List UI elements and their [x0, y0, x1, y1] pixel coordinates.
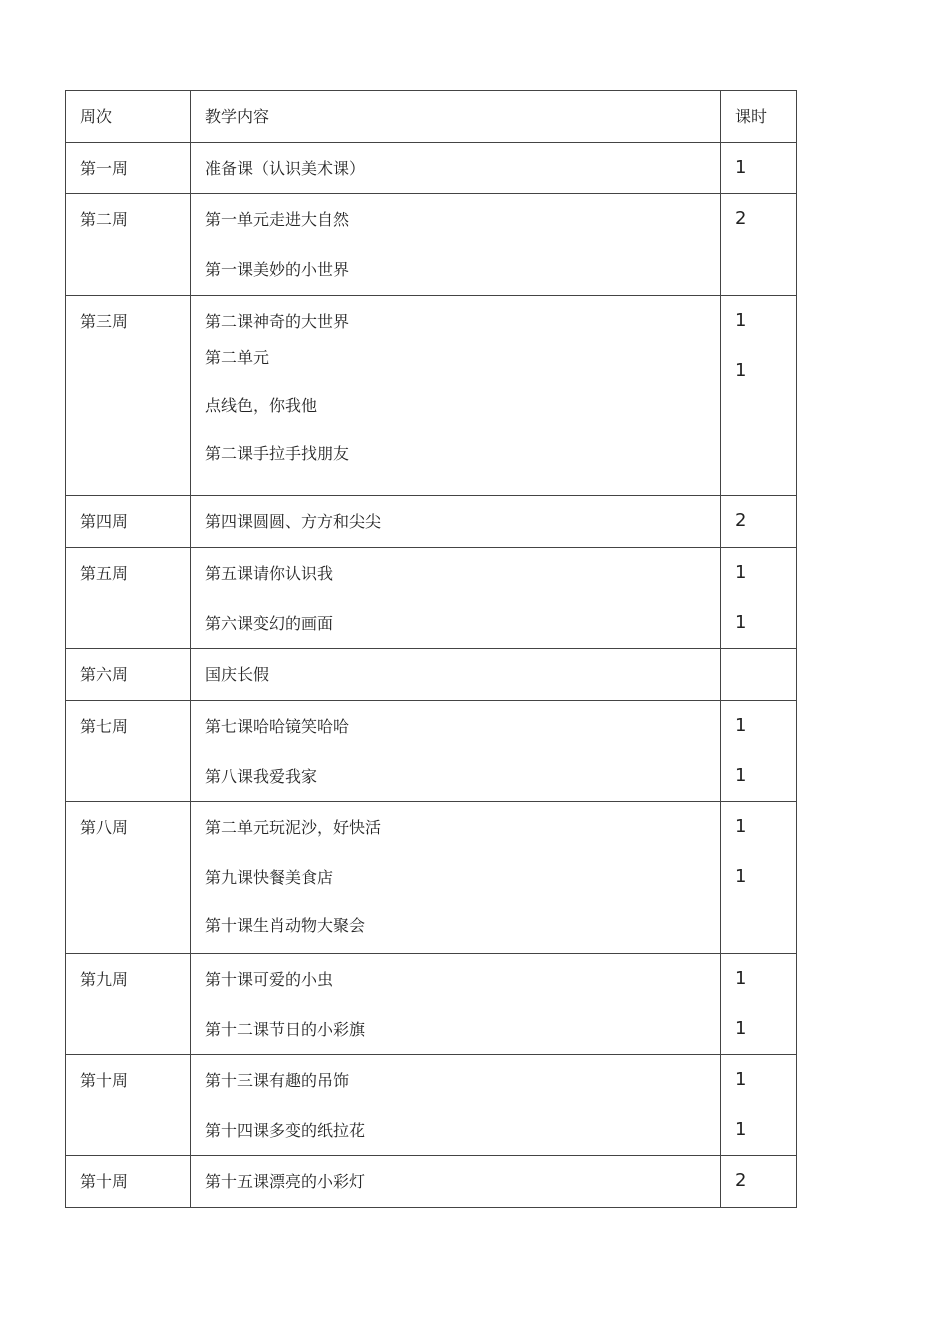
content-cell	[191, 143, 721, 194]
table-row	[66, 1055, 797, 1156]
content-line: 第二单元	[205, 348, 270, 367]
hours-value: 2	[735, 1170, 747, 1191]
table-row	[66, 1156, 797, 1208]
hours-value-group	[721, 954, 796, 1054]
content-line-group	[191, 194, 720, 295]
week-label: 第二周	[80, 210, 129, 229]
week-label: 第七周	[80, 717, 129, 736]
header-week-cell	[66, 91, 191, 143]
content-line: 第七课哈哈镜笑哈哈	[205, 717, 350, 736]
content-line: 第五课请你认识我	[205, 564, 334, 583]
content-line: 第二课神奇的大世界	[205, 312, 350, 331]
content-line-group	[191, 701, 720, 801]
content-line: 第一课美妙的小世界	[205, 260, 350, 279]
content-line: 第十五课漂亮的小彩灯	[205, 1172, 366, 1191]
content-line: 第十四课多变的纸拉花	[205, 1121, 366, 1140]
header-row	[66, 91, 797, 143]
table-row	[66, 496, 797, 548]
week-cell	[66, 143, 191, 194]
content-cell	[191, 954, 721, 1055]
content-line-group	[191, 143, 720, 193]
week-cell	[66, 296, 191, 496]
header-hours: 课时	[735, 107, 768, 126]
hours-value-group	[721, 496, 796, 547]
content-cell	[191, 548, 721, 649]
hours-value: 1	[735, 310, 747, 331]
hours-cell	[721, 1055, 797, 1156]
content-cell	[191, 1156, 721, 1208]
week-cell	[66, 194, 191, 296]
hours-cell	[721, 701, 797, 802]
table-row	[66, 143, 797, 194]
hours-value: 1	[735, 816, 747, 837]
week-cell	[66, 1055, 191, 1156]
hours-value: 1	[735, 1018, 747, 1039]
header-hours-cell	[721, 91, 797, 143]
content-cell	[191, 701, 721, 802]
week-cell	[66, 496, 191, 548]
content-line: 第十二课节日的小彩旗	[205, 1020, 366, 1039]
content-line-group	[191, 802, 720, 953]
content-line-group	[191, 1055, 720, 1155]
hours-value-group	[721, 701, 796, 801]
hours-cell	[721, 649, 797, 701]
hours-cell	[721, 802, 797, 954]
content-line: 第四课圆圆、方方和尖尖	[205, 512, 382, 531]
hours-value: 1	[735, 765, 747, 786]
table-row	[66, 954, 797, 1055]
content-line: 第八课我爱我家	[205, 767, 318, 786]
content-line-group	[191, 954, 720, 1054]
content-line: 第二课手拉手找朋友	[205, 444, 350, 463]
hours-value: 1	[735, 612, 747, 633]
hours-value: 2	[735, 208, 747, 229]
content-line: 第十课可爱的小虫	[205, 970, 334, 989]
week-cell	[66, 1156, 191, 1208]
table-row	[66, 701, 797, 802]
content-cell	[191, 194, 721, 296]
content-line-group	[191, 548, 720, 648]
hours-value: 1	[735, 715, 747, 736]
content-line: 点线色，你我他	[205, 396, 318, 415]
content-line-group	[191, 649, 720, 700]
content-cell	[191, 296, 721, 496]
week-label: 第九周	[80, 970, 129, 989]
content-cell	[191, 649, 721, 701]
hours-value-group	[721, 194, 796, 295]
schedule-table	[65, 90, 797, 1208]
content-line: 第六课变幻的画面	[205, 614, 334, 633]
hours-cell	[721, 954, 797, 1055]
hours-value-group	[721, 1156, 796, 1207]
content-line: 第十课生肖动物大聚会	[205, 916, 366, 935]
content-line: 国庆长假	[205, 665, 270, 684]
hours-value-group	[721, 802, 796, 953]
hours-value-group	[721, 296, 796, 495]
header-content: 教学内容	[205, 107, 270, 126]
header-week: 周次	[80, 107, 113, 126]
table-row	[66, 194, 797, 296]
hours-cell	[721, 496, 797, 548]
hours-cell	[721, 296, 797, 496]
content-line: 准备课（认识美术课）	[205, 159, 366, 178]
hours-cell	[721, 194, 797, 296]
week-label: 第五周	[80, 564, 129, 583]
content-line-group	[191, 1156, 720, 1207]
hours-value: 1	[735, 1069, 747, 1090]
hours-value: 1	[735, 1119, 747, 1140]
week-label: 第一周	[80, 159, 129, 178]
content-cell	[191, 496, 721, 548]
week-label: 第四周	[80, 512, 129, 531]
week-cell	[66, 701, 191, 802]
hours-cell	[721, 143, 797, 194]
week-label: 第三周	[80, 312, 129, 331]
content-line-group	[191, 496, 720, 547]
hours-cell	[721, 1156, 797, 1208]
header-content-cell	[191, 91, 721, 143]
hours-value: 1	[735, 968, 747, 989]
week-cell	[66, 548, 191, 649]
week-cell	[66, 649, 191, 701]
content-line-group	[191, 296, 720, 495]
table-row	[66, 548, 797, 649]
week-label: 第八周	[80, 818, 129, 837]
hours-value-group	[721, 548, 796, 648]
week-cell	[66, 954, 191, 1055]
content-line: 第一单元走进大自然	[205, 210, 350, 229]
hours-value: 2	[735, 510, 747, 531]
content-line: 第二单元玩泥沙，好快活	[205, 818, 382, 837]
hours-value: 1	[735, 360, 747, 381]
hours-value: 1	[735, 157, 747, 178]
table-row	[66, 649, 797, 701]
schedule-body	[66, 91, 797, 1208]
content-line: 第十三课有趣的吊饰	[205, 1071, 350, 1090]
hours-value-group	[721, 143, 796, 193]
hours-cell	[721, 548, 797, 649]
content-line: 第九课快餐美食店	[205, 868, 334, 887]
hours-value: 1	[735, 866, 747, 887]
week-label: 第十周	[80, 1071, 129, 1090]
table-row	[66, 296, 797, 496]
content-cell	[191, 802, 721, 954]
week-label: 第六周	[80, 665, 129, 684]
week-label: 第十周	[80, 1172, 129, 1191]
hours-value-group	[721, 1055, 796, 1155]
content-cell	[191, 1055, 721, 1156]
hours-value-group	[721, 649, 796, 700]
hours-value: 1	[735, 562, 747, 583]
week-cell	[66, 802, 191, 954]
table-row	[66, 802, 797, 954]
